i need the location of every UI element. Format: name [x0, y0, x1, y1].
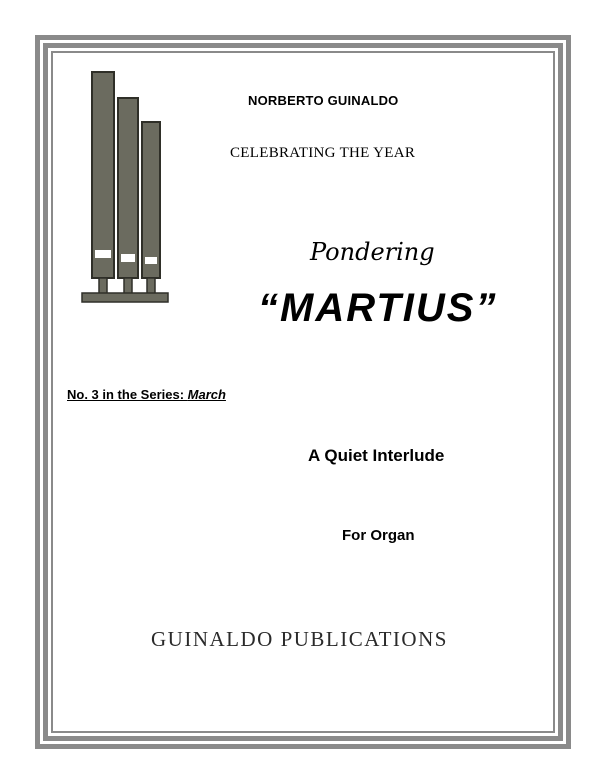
series-name: March — [187, 387, 226, 402]
composer-name: NORBERTO GUINALDO — [248, 93, 399, 108]
collection-title: CELEBRATING THE YEAR — [230, 145, 416, 161]
series-prefix: No. 3 in the Series: — [67, 387, 188, 402]
title-line-2: “MARTIUS” — [258, 286, 498, 330]
instrumentation: For Organ — [342, 527, 415, 544]
series-note — [67, 387, 226, 402]
organ-pipes-icon — [78, 68, 174, 308]
subtitle: A Quiet Interlude — [308, 446, 445, 465]
title-line-1: Pondering — [310, 238, 435, 266]
publisher-name: GUINALDO PUBLICATIONS — [151, 627, 448, 651]
